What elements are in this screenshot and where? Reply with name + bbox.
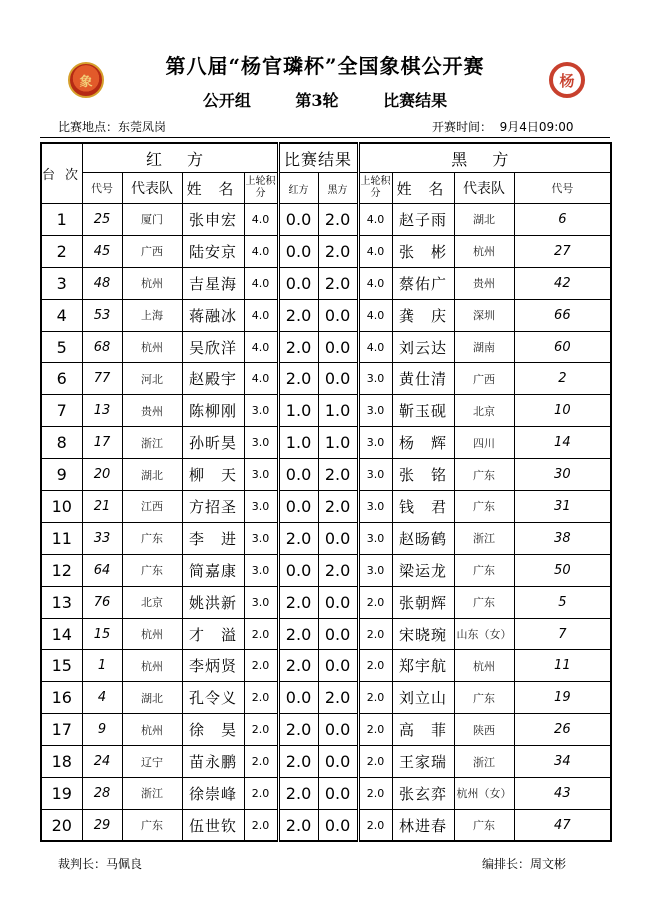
table-row bbox=[41, 459, 611, 491]
black-name: 高 菲 bbox=[392, 714, 454, 746]
black-score: 0.0 bbox=[318, 714, 358, 746]
black-team: 广西 bbox=[454, 363, 514, 395]
red-score: 2.0 bbox=[278, 586, 318, 618]
black-name: 钱 君 bbox=[392, 491, 454, 523]
table-row bbox=[41, 395, 611, 427]
red-team: 上海 bbox=[122, 299, 182, 331]
red-code: 29 bbox=[82, 809, 122, 841]
red-previous-points: 4.0 bbox=[244, 267, 278, 299]
start-time bbox=[432, 118, 574, 135]
red-previous-points: 3.0 bbox=[244, 491, 278, 523]
board-number: 8 bbox=[41, 427, 82, 459]
red-previous-points: 3.0 bbox=[244, 522, 278, 554]
black-code: 34 bbox=[514, 746, 611, 778]
red-name: 孙昕昊 bbox=[182, 427, 244, 459]
red-code: 64 bbox=[82, 554, 122, 586]
red-team: 厦门 bbox=[122, 204, 182, 236]
board-number: 16 bbox=[41, 682, 82, 714]
red-score: 1.0 bbox=[278, 395, 318, 427]
black-team: 北京 bbox=[454, 395, 514, 427]
red-score: 2.0 bbox=[278, 363, 318, 395]
red-score: 0.0 bbox=[278, 235, 318, 267]
result-header: 比赛结果 bbox=[278, 143, 358, 173]
red-name: 蒋融冰 bbox=[182, 299, 244, 331]
red-code: 4 bbox=[82, 682, 122, 714]
table-row bbox=[41, 586, 611, 618]
red-score: 0.0 bbox=[278, 682, 318, 714]
black-code-header: 代号 bbox=[514, 173, 611, 204]
red-previous-points: 3.0 bbox=[244, 586, 278, 618]
red-name: 伍世钦 bbox=[182, 809, 244, 841]
red-name: 姚洪新 bbox=[182, 586, 244, 618]
red-name: 徐 昊 bbox=[182, 714, 244, 746]
column-header-row bbox=[41, 173, 611, 204]
red-name: 赵殿宇 bbox=[182, 363, 244, 395]
black-name: 刘云达 bbox=[392, 331, 454, 363]
black-code: 66 bbox=[514, 299, 611, 331]
black-team: 湖南 bbox=[454, 331, 514, 363]
page-subtitle bbox=[0, 88, 650, 111]
red-name: 孔令义 bbox=[182, 682, 244, 714]
black-name: 刘立山 bbox=[392, 682, 454, 714]
red-name: 吴欣洋 bbox=[182, 331, 244, 363]
black-team: 杭州 bbox=[454, 235, 514, 267]
red-code-header: 代号 bbox=[82, 173, 122, 204]
red-score: 2.0 bbox=[278, 714, 318, 746]
table-row bbox=[41, 618, 611, 650]
red-team: 北京 bbox=[122, 586, 182, 618]
black-name: 王家瑞 bbox=[392, 746, 454, 778]
black-previous-points: 3.0 bbox=[358, 427, 392, 459]
red-code: 9 bbox=[82, 714, 122, 746]
red-name: 才 溢 bbox=[182, 618, 244, 650]
black-score: 0.0 bbox=[318, 778, 358, 810]
red-score: 2.0 bbox=[278, 299, 318, 331]
red-name-header: 姓 名 bbox=[182, 173, 244, 204]
red-code: 33 bbox=[82, 522, 122, 554]
red-previous-points: 3.0 bbox=[244, 427, 278, 459]
association-emblem-mark: 象 bbox=[79, 74, 93, 90]
board-number: 12 bbox=[41, 554, 82, 586]
black-code: 14 bbox=[514, 427, 611, 459]
round-label: 第3轮 bbox=[295, 91, 339, 110]
red-previous-points: 2.0 bbox=[244, 682, 278, 714]
red-code: 28 bbox=[82, 778, 122, 810]
black-code: 47 bbox=[514, 809, 611, 841]
board-number: 5 bbox=[41, 331, 82, 363]
black-name: 赵旸鹤 bbox=[392, 522, 454, 554]
black-code: 43 bbox=[514, 778, 611, 810]
red-code: 53 bbox=[82, 299, 122, 331]
black-code: 27 bbox=[514, 235, 611, 267]
cup-emblem-mark: 杨 bbox=[559, 71, 575, 90]
red-previous-points: 4.0 bbox=[244, 204, 278, 236]
red-score: 2.0 bbox=[278, 778, 318, 810]
black-previous-points: 2.0 bbox=[358, 586, 392, 618]
black-team: 广东 bbox=[454, 554, 514, 586]
black-score: 1.0 bbox=[318, 427, 358, 459]
red-code: 15 bbox=[82, 618, 122, 650]
black-code: 60 bbox=[514, 331, 611, 363]
table-row bbox=[41, 650, 611, 682]
black-score: 0.0 bbox=[318, 331, 358, 363]
red-name: 李炳贤 bbox=[182, 650, 244, 682]
red-previous-points: 3.0 bbox=[244, 554, 278, 586]
black-team: 广东 bbox=[454, 491, 514, 523]
black-side-header: 黑 方 bbox=[358, 143, 611, 173]
red-code: 77 bbox=[82, 363, 122, 395]
table-row bbox=[41, 682, 611, 714]
red-team: 杭州 bbox=[122, 618, 182, 650]
red-code: 68 bbox=[82, 331, 122, 363]
red-previous-points: 2.0 bbox=[244, 714, 278, 746]
black-score: 2.0 bbox=[318, 682, 358, 714]
red-score: 0.0 bbox=[278, 491, 318, 523]
red-name: 方招圣 bbox=[182, 491, 244, 523]
black-score: 0.0 bbox=[318, 618, 358, 650]
board-number: 13 bbox=[41, 586, 82, 618]
black-name: 张朝辉 bbox=[392, 586, 454, 618]
board-number: 2 bbox=[41, 235, 82, 267]
black-previous-points: 2.0 bbox=[358, 682, 392, 714]
red-name: 陈柳刚 bbox=[182, 395, 244, 427]
red-code: 17 bbox=[82, 427, 122, 459]
black-previous-points: 4.0 bbox=[358, 204, 392, 236]
black-score: 0.0 bbox=[318, 363, 358, 395]
black-code: 42 bbox=[514, 267, 611, 299]
arranger-text: 编排长：周文彬 bbox=[482, 857, 567, 871]
red-previous-points: 2.0 bbox=[244, 618, 278, 650]
black-name: 赵子雨 bbox=[392, 204, 454, 236]
black-team: 深圳 bbox=[454, 299, 514, 331]
red-previous-points: 4.0 bbox=[244, 363, 278, 395]
black-name: 林进春 bbox=[392, 809, 454, 841]
black-name: 黄仕清 bbox=[392, 363, 454, 395]
black-previous-points: 4.0 bbox=[358, 235, 392, 267]
black-name: 梁运龙 bbox=[392, 554, 454, 586]
board-number: 1 bbox=[41, 204, 82, 236]
red-score: 2.0 bbox=[278, 331, 318, 363]
black-score: 0.0 bbox=[318, 522, 358, 554]
board-number: 19 bbox=[41, 778, 82, 810]
board-number: 9 bbox=[41, 459, 82, 491]
board-number: 11 bbox=[41, 522, 82, 554]
black-previous-points: 2.0 bbox=[358, 746, 392, 778]
black-team: 陕西 bbox=[454, 714, 514, 746]
black-name: 龚 庆 bbox=[392, 299, 454, 331]
board-number: 3 bbox=[41, 267, 82, 299]
red-team: 江西 bbox=[122, 491, 182, 523]
black-name: 郑宇航 bbox=[392, 650, 454, 682]
table-row bbox=[41, 267, 611, 299]
black-code: 30 bbox=[514, 459, 611, 491]
black-team-header: 代表队 bbox=[454, 173, 514, 204]
table-row bbox=[41, 235, 611, 267]
page-title: 第八届“杨官璘杯”全国象棋公开赛 bbox=[165, 54, 485, 78]
red-team: 浙江 bbox=[122, 427, 182, 459]
red-team: 杭州 bbox=[122, 650, 182, 682]
red-previous-points: 3.0 bbox=[244, 395, 278, 427]
black-team: 广东 bbox=[454, 459, 514, 491]
black-team: 广东 bbox=[454, 586, 514, 618]
red-previous-points: 4.0 bbox=[244, 331, 278, 363]
start-time-value: 9月4日09:00 bbox=[499, 120, 574, 134]
red-previous-points: 2.0 bbox=[244, 809, 278, 841]
red-result-header: 红方 bbox=[278, 173, 318, 204]
red-team-header: 代表队 bbox=[122, 173, 182, 204]
table-row bbox=[41, 778, 611, 810]
black-previous-points: 4.0 bbox=[358, 299, 392, 331]
red-previous-points: 4.0 bbox=[244, 235, 278, 267]
black-code: 2 bbox=[514, 363, 611, 395]
red-team: 辽宁 bbox=[122, 746, 182, 778]
table-row bbox=[41, 204, 611, 236]
black-score: 2.0 bbox=[318, 204, 358, 236]
red-name: 陆安京 bbox=[182, 235, 244, 267]
board-number: 4 bbox=[41, 299, 82, 331]
black-name-header: 姓 名 bbox=[392, 173, 454, 204]
table-row bbox=[41, 554, 611, 586]
black-team: 湖北 bbox=[454, 204, 514, 236]
red-code: 25 bbox=[82, 204, 122, 236]
red-score: 2.0 bbox=[278, 746, 318, 778]
red-score: 2.0 bbox=[278, 650, 318, 682]
board-number: 17 bbox=[41, 714, 82, 746]
table-row bbox=[41, 809, 611, 841]
black-previous-points: 3.0 bbox=[358, 554, 392, 586]
board-number: 15 bbox=[41, 650, 82, 682]
red-points-header: 上轮积分 bbox=[244, 173, 278, 204]
red-team: 广东 bbox=[122, 522, 182, 554]
black-previous-points: 2.0 bbox=[358, 714, 392, 746]
table-row bbox=[41, 331, 611, 363]
header-divider bbox=[40, 137, 610, 138]
black-previous-points: 3.0 bbox=[358, 459, 392, 491]
board-number: 7 bbox=[41, 395, 82, 427]
red-team: 湖北 bbox=[122, 682, 182, 714]
red-team: 浙江 bbox=[122, 778, 182, 810]
board-header: 台次 bbox=[41, 143, 82, 204]
black-name: 靳玉砚 bbox=[392, 395, 454, 427]
black-team: 浙江 bbox=[454, 746, 514, 778]
table-row bbox=[41, 746, 611, 778]
black-previous-points: 3.0 bbox=[358, 522, 392, 554]
black-code: 26 bbox=[514, 714, 611, 746]
red-code: 45 bbox=[82, 235, 122, 267]
table-row bbox=[41, 522, 611, 554]
black-code: 10 bbox=[514, 395, 611, 427]
red-team: 杭州 bbox=[122, 331, 182, 363]
black-team: 杭州 bbox=[454, 650, 514, 682]
red-score: 2.0 bbox=[278, 618, 318, 650]
black-previous-points: 2.0 bbox=[358, 618, 392, 650]
red-score: 0.0 bbox=[278, 204, 318, 236]
red-side-header: 红 方 bbox=[82, 143, 278, 173]
black-team: 广东 bbox=[454, 682, 514, 714]
red-name: 徐崇峰 bbox=[182, 778, 244, 810]
red-name: 苗永鹏 bbox=[182, 746, 244, 778]
red-code: 24 bbox=[82, 746, 122, 778]
black-score: 0.0 bbox=[318, 299, 358, 331]
black-score: 2.0 bbox=[318, 554, 358, 586]
black-name: 杨 辉 bbox=[392, 427, 454, 459]
black-code: 50 bbox=[514, 554, 611, 586]
red-score: 2.0 bbox=[278, 809, 318, 841]
red-score: 0.0 bbox=[278, 554, 318, 586]
board-number: 6 bbox=[41, 363, 82, 395]
black-score: 2.0 bbox=[318, 491, 358, 523]
red-team: 贵州 bbox=[122, 395, 182, 427]
board-number: 14 bbox=[41, 618, 82, 650]
red-name: 李 进 bbox=[182, 522, 244, 554]
table-row bbox=[41, 427, 611, 459]
board-number: 18 bbox=[41, 746, 82, 778]
results-table bbox=[40, 142, 612, 842]
red-code: 1 bbox=[82, 650, 122, 682]
black-score: 0.0 bbox=[318, 809, 358, 841]
red-team: 杭州 bbox=[122, 267, 182, 299]
black-code: 38 bbox=[514, 522, 611, 554]
table-row bbox=[41, 714, 611, 746]
red-team: 广西 bbox=[122, 235, 182, 267]
red-score: 1.0 bbox=[278, 427, 318, 459]
black-code: 5 bbox=[514, 586, 611, 618]
red-previous-points: 2.0 bbox=[244, 650, 278, 682]
black-score: 2.0 bbox=[318, 267, 358, 299]
red-name: 张申宏 bbox=[182, 204, 244, 236]
group-header-row bbox=[41, 143, 611, 173]
black-previous-points: 2.0 bbox=[358, 778, 392, 810]
black-previous-points: 3.0 bbox=[358, 491, 392, 523]
black-points-header: 上轮积分 bbox=[358, 173, 392, 204]
red-name: 柳 天 bbox=[182, 459, 244, 491]
black-team: 广东 bbox=[454, 809, 514, 841]
board-number: 20 bbox=[41, 809, 82, 841]
red-team: 杭州 bbox=[122, 714, 182, 746]
red-code: 48 bbox=[82, 267, 122, 299]
black-score: 0.0 bbox=[318, 650, 358, 682]
red-code: 13 bbox=[82, 395, 122, 427]
red-team: 湖北 bbox=[122, 459, 182, 491]
venue-text: 比赛地点：东莞凤岗 bbox=[58, 120, 167, 134]
black-team: 杭州（女） bbox=[454, 778, 514, 810]
table-row bbox=[41, 491, 611, 523]
red-previous-points: 4.0 bbox=[244, 299, 278, 331]
black-score: 2.0 bbox=[318, 235, 358, 267]
black-name: 张 彬 bbox=[392, 235, 454, 267]
black-previous-points: 3.0 bbox=[358, 363, 392, 395]
black-result-header: 黑方 bbox=[318, 173, 358, 204]
red-name: 吉星海 bbox=[182, 267, 244, 299]
start-time-label: 开赛时间： bbox=[432, 120, 493, 134]
black-team: 四川 bbox=[454, 427, 514, 459]
red-code: 76 bbox=[82, 586, 122, 618]
red-code: 20 bbox=[82, 459, 122, 491]
black-team: 山东（女） bbox=[454, 618, 514, 650]
black-code: 19 bbox=[514, 682, 611, 714]
board-number: 10 bbox=[41, 491, 82, 523]
referee-text: 裁判长：马佩良 bbox=[58, 857, 143, 871]
result-label: 比赛结果 bbox=[383, 91, 448, 110]
table-row bbox=[41, 363, 611, 395]
red-score: 0.0 bbox=[278, 459, 318, 491]
black-code: 6 bbox=[514, 204, 611, 236]
red-previous-points: 3.0 bbox=[244, 459, 278, 491]
black-name: 宋晓琬 bbox=[392, 618, 454, 650]
black-previous-points: 4.0 bbox=[358, 331, 392, 363]
red-score: 0.0 bbox=[278, 267, 318, 299]
red-previous-points: 2.0 bbox=[244, 778, 278, 810]
black-previous-points: 2.0 bbox=[358, 809, 392, 841]
table-row bbox=[41, 299, 611, 331]
black-score: 0.0 bbox=[318, 586, 358, 618]
black-code: 11 bbox=[514, 650, 611, 682]
black-name: 张玄弈 bbox=[392, 778, 454, 810]
black-score: 2.0 bbox=[318, 459, 358, 491]
red-team: 广东 bbox=[122, 554, 182, 586]
black-previous-points: 4.0 bbox=[358, 267, 392, 299]
black-name: 蔡佑广 bbox=[392, 267, 454, 299]
black-score: 0.0 bbox=[318, 746, 358, 778]
red-previous-points: 2.0 bbox=[244, 746, 278, 778]
group-label: 公开组 bbox=[202, 91, 251, 110]
red-name: 简嘉康 bbox=[182, 554, 244, 586]
red-team: 河北 bbox=[122, 363, 182, 395]
red-team: 广东 bbox=[122, 809, 182, 841]
black-score: 1.0 bbox=[318, 395, 358, 427]
black-team: 贵州 bbox=[454, 267, 514, 299]
black-previous-points: 2.0 bbox=[358, 650, 392, 682]
black-name: 张 铭 bbox=[392, 459, 454, 491]
red-code: 21 bbox=[82, 491, 122, 523]
black-team: 浙江 bbox=[454, 522, 514, 554]
black-code: 7 bbox=[514, 618, 611, 650]
black-code: 31 bbox=[514, 491, 611, 523]
red-score: 2.0 bbox=[278, 522, 318, 554]
black-previous-points: 3.0 bbox=[358, 395, 392, 427]
